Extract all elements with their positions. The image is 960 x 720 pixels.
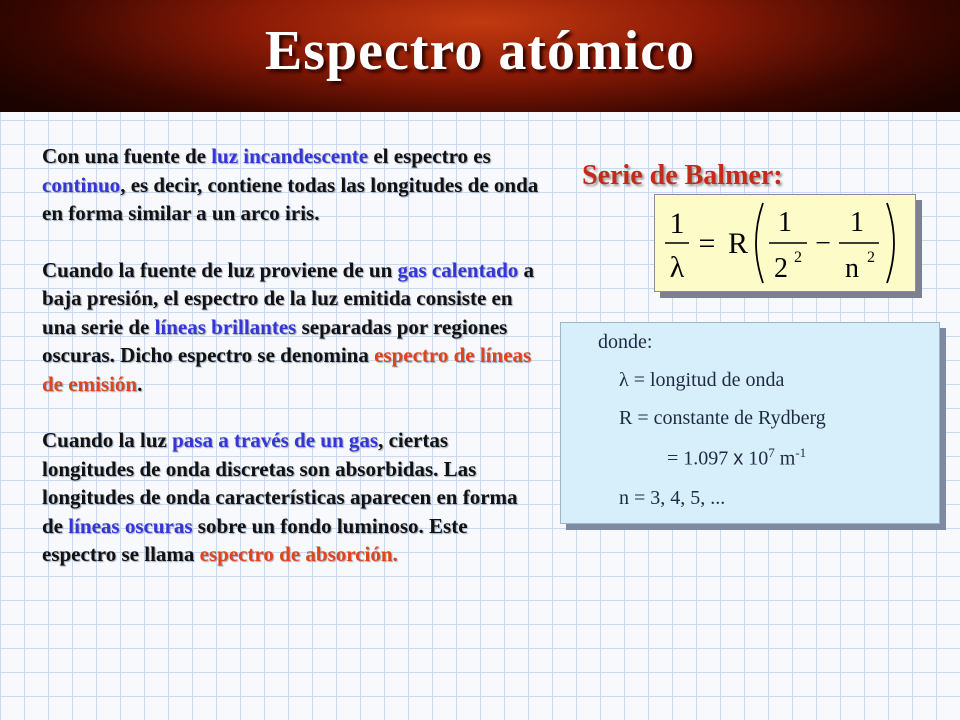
text-segment: el espectro es — [368, 144, 491, 168]
formula-one-mid: 1 — [778, 207, 792, 238]
formula-two: 2 — [774, 253, 788, 284]
formula-minus: − — [815, 228, 831, 259]
balmer-formula-box — [654, 194, 916, 292]
rydberg-value-exponent: 7 — [768, 445, 775, 460]
rydberg-value-base: 10 — [743, 447, 769, 470]
highlighted-term: espectro de absorción. — [199, 542, 398, 566]
paragraph-emission — [42, 256, 542, 399]
lambda-definition: λ = longitud de onda — [619, 369, 785, 391]
text-segment: , es decir, contiene todas las longitudes de onda en forma similar a un arco iris. — [42, 172, 539, 225]
paragraph-absorption — [42, 426, 542, 569]
formula-r: R — [727, 227, 749, 260]
formula-n-exponent: 2 — [867, 249, 875, 266]
rydberg-value-unit-exponent: -1 — [795, 445, 807, 460]
definitions-box — [560, 322, 940, 524]
formula-two-exponent: 2 — [794, 249, 802, 266]
formula-n: n — [845, 253, 859, 284]
n-definition: n = 3, 4, 5, ... — [619, 487, 726, 509]
text-segment: Con una fuente de — [42, 144, 212, 168]
highlighted-term: espectro de líneas de emisión — [42, 343, 532, 396]
highlighted-term: luz incandescente — [211, 144, 369, 168]
slide-title: Espectro atómico — [264, 20, 696, 82]
highlighted-term: gas calentado — [397, 257, 519, 282]
formula-right-paren — [887, 203, 894, 283]
body-text — [42, 142, 542, 597]
highlighted-term: líneas brillantes — [154, 314, 297, 339]
balmer-heading: Serie de Balmer: — [582, 160, 783, 191]
formula-equals: = — [698, 227, 716, 260]
text-segment: a baja presión, el espectro de la luz emitida consiste en una serie de — [42, 257, 534, 339]
rydberg-value-unit: m — [774, 447, 796, 470]
rydberg-value-number: = 1.097 — [667, 447, 734, 470]
definitions-label: donde: — [598, 331, 653, 353]
rydberg-value — [667, 445, 806, 471]
text-segment: Cuando la fuente de luz proviene de un — [42, 257, 398, 282]
balmer-formula — [655, 195, 915, 291]
paragraph-continuous — [42, 142, 542, 228]
formula-one-right: 1 — [850, 207, 864, 238]
highlighted-term: líneas oscuras — [68, 513, 193, 538]
formula-one-left: 1 — [669, 207, 685, 240]
highlighted-term: continuo — [42, 172, 121, 197]
text-segment: . — [137, 371, 143, 396]
rydberg-value-times: x — [733, 447, 744, 470]
text-segment: separadas por regiones oscuras. Dicho espectro se denomina — [42, 314, 508, 367]
highlighted-term: pasa a través de un gas — [172, 428, 379, 452]
rydberg-definition: R = constante de Rydberg — [619, 407, 826, 429]
text-segment: sobre un fondo luminoso. Este espectro se llama — [42, 513, 468, 566]
text-segment: , ciertas longitudes de onda discretas son absorbidas. Las longitudes de onda características aparecen en forma de — [42, 428, 518, 538]
formula-left-paren — [756, 203, 763, 283]
formula-lambda: λ — [669, 251, 685, 284]
title-bar — [0, 0, 960, 112]
text-segment: Cuando la luz — [42, 428, 173, 452]
